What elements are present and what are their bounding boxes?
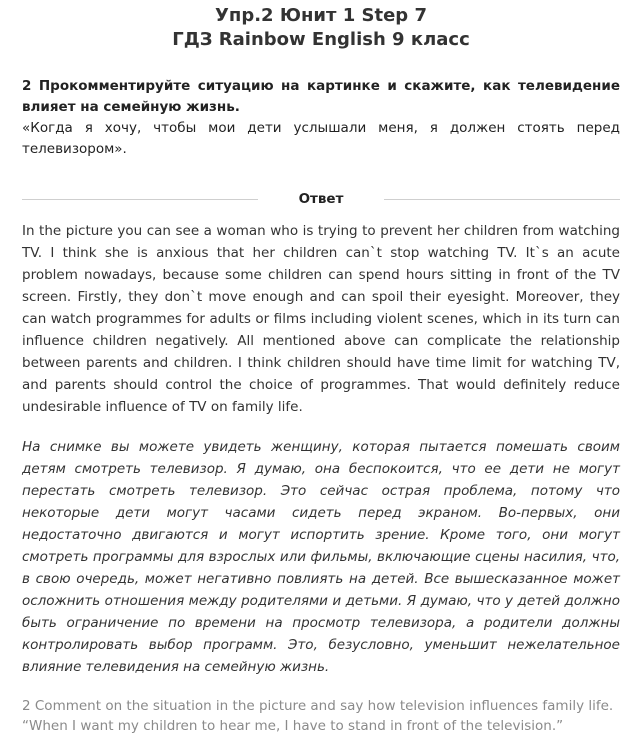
task-heading: 2 Прокомментируйте ситуацию на картинке и скажите, как телевидение влияет на семейную жизнь.: [22, 78, 620, 115]
answer-russian-translation: На снимке вы можете увидеть женщину, которая пытается помешать своим детям смотреть телевизор. Я думаю, она беспокоится, что ее дети не могут перестать смотреть телевизор. Это сейчас острая проблема, потому что некоторые дети могут часами сидеть перед экраном. Во-первых, они недостаточно двигаются и могут испортить зрение. Кроме того, они могут смотреть программы для взрослых или фильмы, включающие сцены насилия, что, в свою очередь, может негативно повлиять на детей. Все вышесказанное может осложнить отношения между родителями и детьми. Я думаю, что у детей должно быть ограничение по времени на просмотр телевизора, а родители должны контролировать выбор программ. Это, безусловно, уменьшит нежелательное влияние телевидения на семейную жизнь.: [22, 439, 620, 675]
footer-task-line: 2 Comment on the situation in the picture and say how television influences family life.: [22, 698, 614, 714]
answer-english: In the picture you can see a woman who is trying to prevent her children from watching TV. I think she is anxious that her children can`t stop watching TV. It`s an acute problem nowadays, because some children can spend hours sitting in front of the TV screen. Firstly, they don`t move enough and can spoil their eyesight. Moreover, they can watch programmes for adults or films including violent scenes, which in its turn can influence children negatively. All mentioned above can complicate the relationship between parents and children. I think children should have time limit for watching TV, and parents should control the choice of programmes. That would definitely reduce undesirable influence of TV on family life.: [22, 223, 620, 415]
page-title-line-1: Упр.2 Юнит 1 Step 7: [215, 5, 427, 26]
answer-divider: [22, 189, 620, 209]
task-quote: «Когда я хочу, чтобы мои дети услышали меня, я должен стоять перед телевизором».: [22, 120, 620, 157]
divider-line-right: [384, 199, 620, 200]
page-title: [22, 4, 620, 52]
page-title-line-2: ГДЗ Rainbow English 9 класс: [172, 29, 470, 50]
task-english-footer: [22, 696, 620, 736]
answer-label: Ответ: [298, 191, 344, 207]
task-block: [22, 76, 620, 160]
page: [0, 4, 642, 734]
footer-quote-line: “When I want my children to hear me, I have to stand in front of the television.”: [22, 718, 564, 734]
